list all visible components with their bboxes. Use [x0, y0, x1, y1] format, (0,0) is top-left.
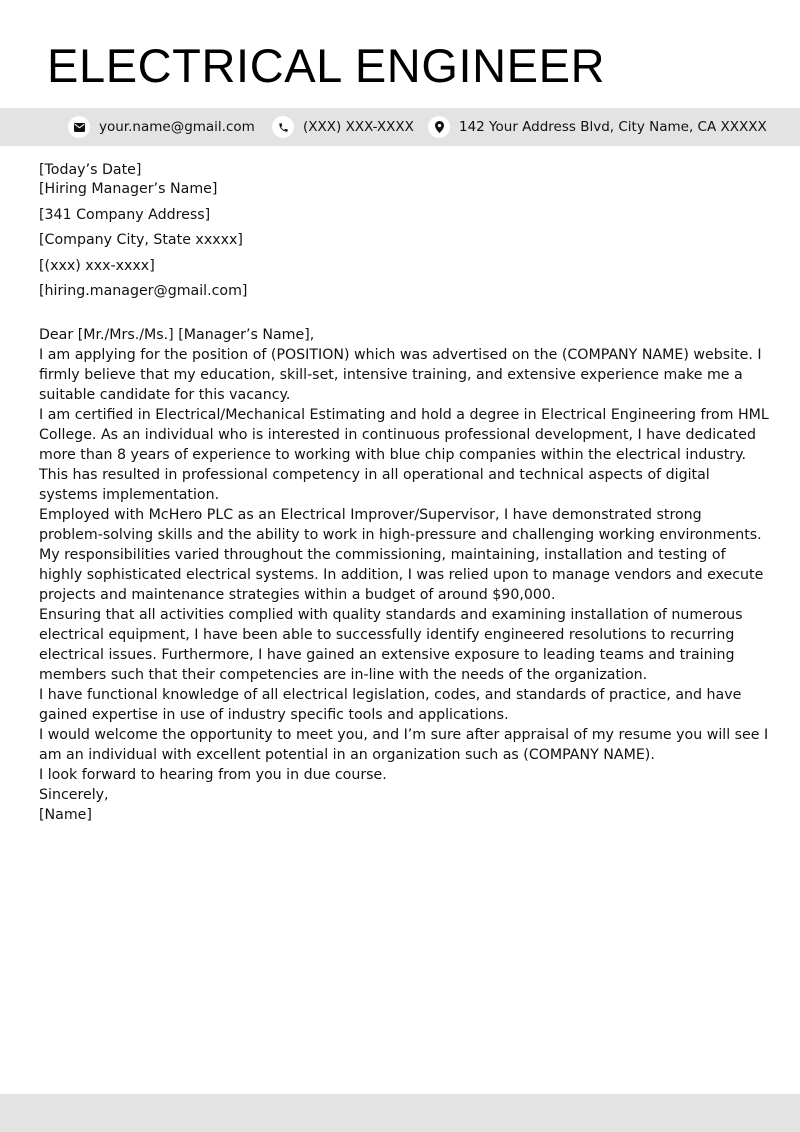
phone-icon [272, 116, 294, 138]
contact-email[interactable] [68, 108, 255, 146]
letter-body [39, 160, 769, 825]
recipient-address: [341 Company Address] [39, 206, 211, 223]
closing: Sincerely, [39, 786, 109, 803]
contact-email-text: your.name@gmail.com [99, 119, 255, 135]
recipient-city: [Company City, State xxxxx] [39, 232, 243, 248]
paragraph: I look forward to hearing from you in due course. [39, 766, 387, 783]
recipient-name: [Hiring Manager’s Name] [39, 181, 218, 197]
salutation: Dear [Mr./Mrs./Ms.] [Manager’s Name], [39, 326, 315, 343]
contact-address-text: 142 Your Address Blvd, City Name, CA XXXXX [459, 119, 767, 135]
paragraph: I have functional knowledge of all electrical legislation, codes, and standards of practice, and have gained expertise in use of industry specific tools and applications. [39, 686, 742, 723]
paragraph: Employed with McHero PLC as an Electrical Improver/Supervisor, I have demonstrated strong problem-solving skills and the ability to work in high-pressure and challenging working environments. My responsibilities varied throughout the commissioning, maintaining, installation and testing of highly sophisticated electrical systems. In addition, I was relied upon to manage vendors and execute projects and maintenance strategies within a budget of around $90,000. [39, 506, 764, 603]
recipient-email: [hiring.manager@gmail.com] [39, 283, 248, 299]
footer-bar [0, 1094, 800, 1132]
paragraph: I am applying for the position of (POSITION) which was advertised on the (COMPANY NAME) website. I firmly believe that my education, skill-set, intensive training, and extensive experience make me a suitable candidate for this vacancy. [39, 346, 762, 403]
paragraph: Ensuring that all activities complied with quality standards and examining installation of numerous electrical equipment, I have been able to successfully identify engineered resolutions to recurring electrical issues. Furthermore, I have gained an extensive exposure to leading teams and training members such that their competencies are in-line with the needs of the organization. [39, 606, 743, 683]
paragraph: I am certified in Electrical/Mechanical Estimating and hold a degree in Electrical Engineering from HML College. As an individual who is interested in continuous professional development, I have dedicated more than 8 years of experience to working with blue chip companies within the electrical industry. This has resulted in professional competency in all operational and technical aspects of digital systems implementation. [39, 406, 769, 503]
letter-date: [Today’s Date] [39, 162, 142, 178]
contact-phone-text: (XXX) XXX-XXXX [303, 119, 414, 135]
contact-address[interactable] [428, 108, 767, 146]
paragraph: I would welcome the opportunity to meet you, and I’m sure after appraisal of my resume you will see I am an individual with excellent potential in an organization such as (COMPANY NAME). [39, 726, 769, 763]
recipient-phone: [(xxx) xxx-xxxx] [39, 257, 155, 274]
page-title: ELECTRICAL ENGINEER [47, 39, 606, 92]
contact-bar [0, 108, 800, 146]
location-pin-icon [428, 116, 450, 138]
recipient-block [39, 177, 769, 305]
envelope-icon [68, 116, 90, 138]
contact-phone[interactable] [272, 108, 414, 146]
signature: [Name] [39, 806, 92, 823]
